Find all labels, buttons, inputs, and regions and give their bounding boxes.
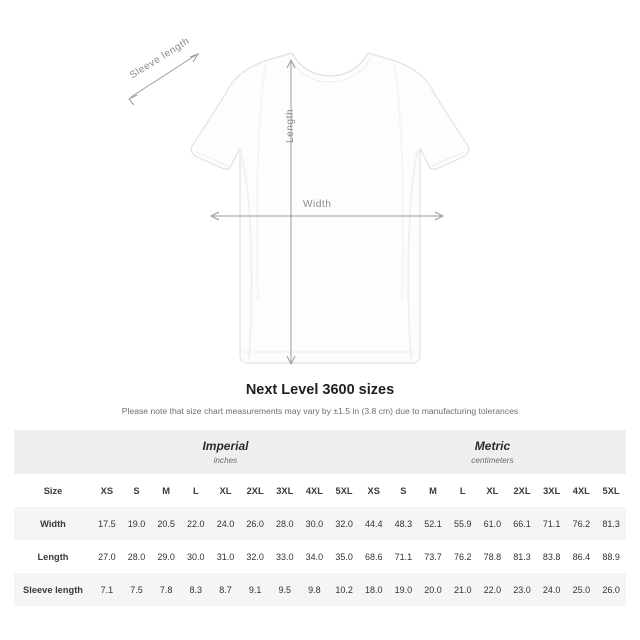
row-label-sleeve-length: Sleeve length — [14, 573, 92, 606]
cell: 32.0 — [240, 540, 270, 573]
sleeve-length-dimension-label: Sleeve length — [128, 35, 192, 82]
cell: 28.0 — [270, 507, 300, 540]
system-imperial — [92, 430, 359, 474]
cell: 44.4 — [359, 507, 389, 540]
cell: 8.3 — [181, 573, 211, 606]
cell: 19.0 — [122, 507, 152, 540]
size-table-container — [0, 430, 640, 606]
width-dimension-label: Width — [303, 199, 332, 210]
column-header: M — [151, 474, 181, 507]
cell: 9.8 — [300, 573, 330, 606]
size-corner-label: Size — [14, 474, 92, 507]
table-row — [14, 507, 626, 540]
cell: 24.0 — [537, 573, 567, 606]
cell: 55.9 — [448, 507, 478, 540]
column-header: 3XL — [270, 474, 300, 507]
cell: 52.1 — [418, 507, 448, 540]
cell: 71.1 — [389, 540, 419, 573]
title-block — [0, 382, 640, 416]
cell: 35.0 — [329, 540, 359, 573]
cell: 7.1 — [92, 573, 122, 606]
system-metric — [359, 430, 626, 474]
cell: 7.8 — [151, 573, 181, 606]
column-header: M — [418, 474, 448, 507]
cell: 17.5 — [92, 507, 122, 540]
cell: 71.1 — [537, 507, 567, 540]
measurement-system-row — [14, 430, 626, 474]
column-header: 5XL — [329, 474, 359, 507]
cell: 26.0 — [240, 507, 270, 540]
column-header: XS — [92, 474, 122, 507]
column-header: 2XL — [240, 474, 270, 507]
cell: 20.0 — [418, 573, 448, 606]
cell: 22.0 — [478, 573, 508, 606]
cell: 24.0 — [211, 507, 241, 540]
size-header-row — [14, 474, 626, 507]
length-dimension-label: Length — [285, 108, 296, 143]
cell: 9.5 — [270, 573, 300, 606]
cell: 25.0 — [567, 573, 597, 606]
column-header: 4XL — [567, 474, 597, 507]
column-header: 5XL — [596, 474, 626, 507]
cell: 61.0 — [478, 507, 508, 540]
cell: 76.2 — [567, 507, 597, 540]
table-row — [14, 540, 626, 573]
cell: 34.0 — [300, 540, 330, 573]
table-row — [14, 573, 626, 606]
cell: 48.3 — [389, 507, 419, 540]
cell: 78.8 — [478, 540, 508, 573]
cell: 32.0 — [329, 507, 359, 540]
cell: 88.9 — [596, 540, 626, 573]
page-title: Next Level 3600 sizes — [245, 382, 395, 398]
row-label-length: Length — [14, 540, 92, 573]
cell: 8.7 — [211, 573, 241, 606]
cell: 22.0 — [181, 507, 211, 540]
cell: 27.0 — [92, 540, 122, 573]
column-header: 4XL — [300, 474, 330, 507]
cell: 81.3 — [507, 540, 537, 573]
cell: 26.0 — [596, 573, 626, 606]
tolerance-note: Please note that size chart measurements may vary by ±1.5 in (3.8 cm) due to manufacturing tolerances — [121, 406, 519, 416]
column-header: XL — [478, 474, 508, 507]
cell: 31.0 — [211, 540, 241, 573]
cell: 9.1 — [240, 573, 270, 606]
column-header: L — [181, 474, 211, 507]
column-header: XS — [359, 474, 389, 507]
cell: 33.0 — [270, 540, 300, 573]
cell: 28.0 — [122, 540, 152, 573]
cell: 19.0 — [389, 573, 419, 606]
cell: 76.2 — [448, 540, 478, 573]
size-table-body — [14, 430, 626, 606]
cell: 20.5 — [151, 507, 181, 540]
cell: 30.0 — [181, 540, 211, 573]
system-row-spacer — [14, 430, 92, 474]
cell: 10.2 — [329, 573, 359, 606]
cell: 68.6 — [359, 540, 389, 573]
cell: 29.0 — [151, 540, 181, 573]
cell: 30.0 — [300, 507, 330, 540]
cell: 86.4 — [567, 540, 597, 573]
column-header: XL — [211, 474, 241, 507]
system-imperial-unit: inches — [213, 456, 238, 465]
row-label-width: Width — [14, 507, 92, 540]
column-header: L — [448, 474, 478, 507]
system-imperial-name: Imperial — [202, 439, 249, 453]
cell: 21.0 — [448, 573, 478, 606]
size-table — [14, 430, 626, 606]
column-header: 2XL — [507, 474, 537, 507]
column-header: S — [389, 474, 419, 507]
cell: 23.0 — [507, 573, 537, 606]
cell: 7.5 — [122, 573, 152, 606]
column-header: S — [122, 474, 152, 507]
cell: 73.7 — [418, 540, 448, 573]
cell: 18.0 — [359, 573, 389, 606]
cell: 83.8 — [537, 540, 567, 573]
system-metric-name: Metric — [474, 439, 511, 453]
cell: 66.1 — [507, 507, 537, 540]
system-metric-unit: centimeters — [471, 456, 514, 465]
column-header: 3XL — [537, 474, 567, 507]
cell: 81.3 — [596, 507, 626, 540]
